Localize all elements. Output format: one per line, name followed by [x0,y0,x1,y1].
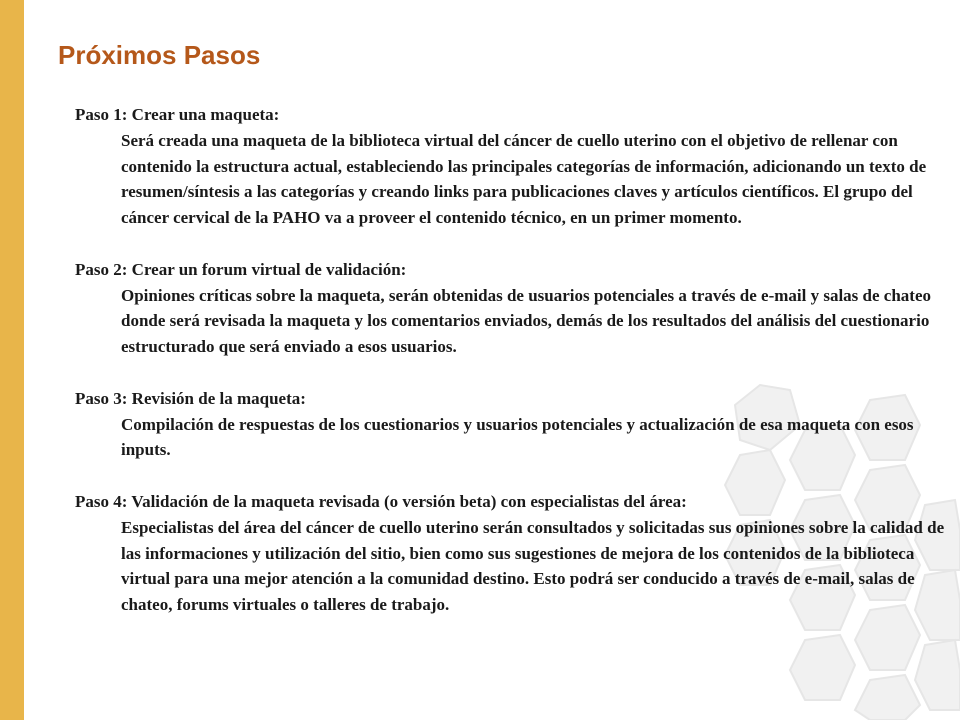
step-body: Compilación de respuestas de los cuestionarios y usuarios potenciales y actualización de esa maqueta con esos inputs. [121,414,914,460]
step-2 [75,257,955,360]
step-1 [75,102,955,231]
steps-list [75,102,955,644]
step-body: Especialistas del área del cáncer de cuello uterino serán consultados y solicitadas sus opiniones sobre la calidad de las informaciones y utilización del sitio, bien como sus sugestiones de mejora de los contenidos de la biblioteca virtual para una mejor atención a la comunidad destino. Esto podrá ser conducido a través de e-mail, salas de chateo, forums virtuales o talleres de trabajo. [121,517,945,615]
step-heading: Paso 3: Revisión de la maqueta: [75,388,306,408]
step-4 [75,489,955,618]
step-heading: Paso 4: Validación de la maqueta revisada (o versión beta) con especialistas del área: [75,491,687,511]
step-3 [75,386,955,463]
step-heading: Paso 2: Crear un forum virtual de validación: [75,259,407,279]
slide-title: Próximos Pasos [58,40,261,70]
step-body: Opiniones críticas sobre la maqueta, serán obtenidas de usuarios potenciales a través de e-mail y salas de chateo donde será revisada la maqueta y los comentarios enviados, demás de los resultados del análisis del cuestionario estructurado que será enviado a esos usuarios. [121,285,931,357]
step-heading: Paso 1: Crear una maqueta: [75,105,280,124]
step-body: Será creada una maqueta de la biblioteca virtual del cáncer de cuello uterino con el objetivo de rellenar con contenido la estructura actual, estableciendo las principales categorías de información, adicionando un texto de resumen/síntesis a las categorías y creando links para publicaciones claves y artículos científicos. El grupo del cáncer cervical de la PAHO va a proveer el contenido técnico, en un primer momento. [121,130,927,228]
